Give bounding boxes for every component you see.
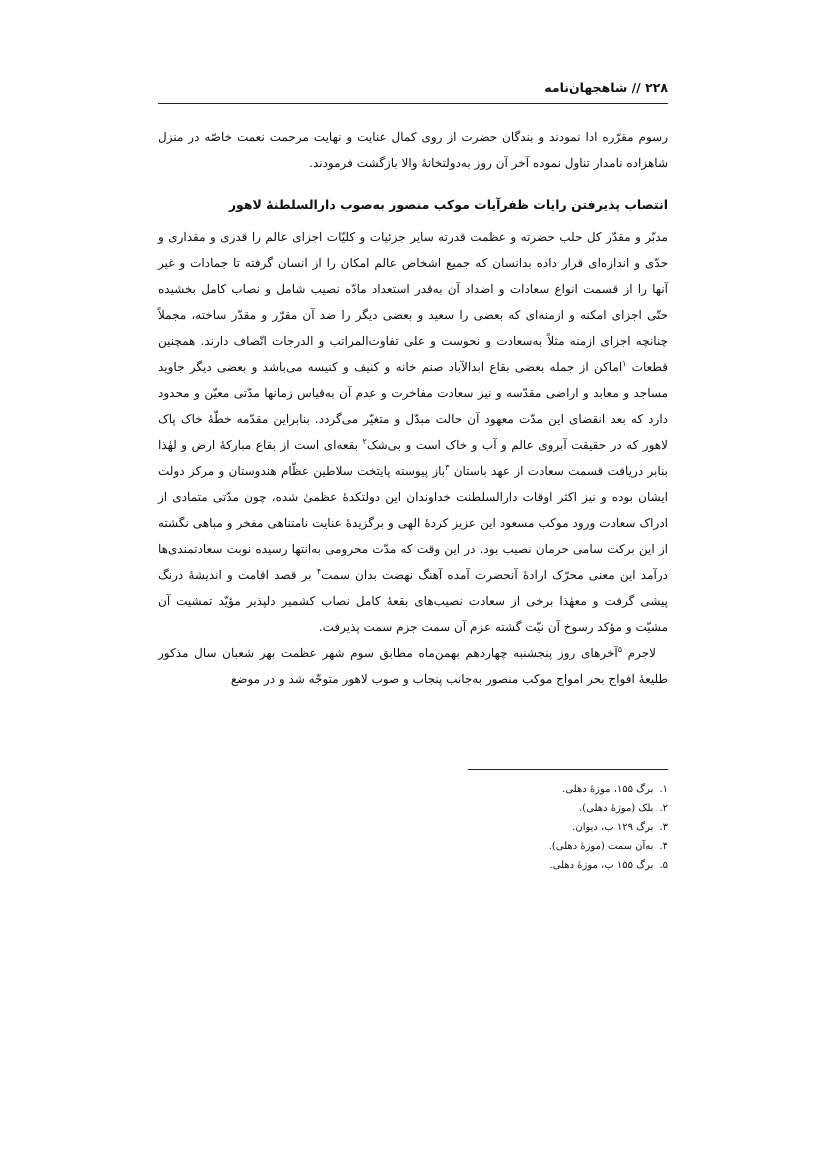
section-heading: انتصاب پذیرفتن رایات ظفرآیات موکب منصور به‌صوب دارالسلطنهٔ لاهور: [228, 197, 668, 212]
section-paragraph-2: [158, 640, 668, 692]
paragraph-text: آخرهای روز پنجشنبه چهاردهم بهمن‌ماه مطابق سوم شهر عظمت بهر شعبان سال مذکور طلیعهٔ افواج بحر امواج موکب منصور به‌جانب پنجاب و صوب لاهور متوجّه شد و در موضع: [158, 646, 668, 686]
footnote-marker-2[interactable]: ۲: [362, 437, 367, 446]
footnote-text: بلک (موزهٔ دهلی).: [579, 803, 654, 814]
footnote-number: ۲.: [659, 803, 668, 814]
footnote-marker-1[interactable]: ۱: [622, 359, 627, 368]
footnotes-list: [368, 780, 668, 875]
footnote-number: ۳.: [659, 822, 668, 833]
footnote-marker-4[interactable]: ۴: [316, 567, 322, 576]
footnote-item: [368, 780, 668, 799]
footnote-text: به‌آن سمت (موزهٔ دهلی).: [548, 841, 654, 852]
intro-paragraph: رسوم مقرّره ادا نمودند و بندگان حضرت از روی کمال عنایت و نهایت مرحمت نعمت خاصّه در منزل شاهزاده نامدار تناول نموده آخر آن روز به‌دولتخانهٔ والا بازگشت فرمودند.: [158, 130, 668, 170]
section-paragraph-1: [158, 224, 668, 640]
header-rule: [158, 103, 668, 104]
footnote-number: ۴.: [659, 841, 668, 852]
footnote-rule: [468, 769, 668, 770]
paragraph-text: بقعه‌ای است از بقاع مبارکهٔ ارض و لهٰذا بنابر دریافت قسمت سعادت از عهد باستان: [158, 438, 669, 478]
footnote-item: [368, 818, 668, 837]
footnote-number: ۱.: [659, 784, 668, 795]
footnote-item: [368, 856, 668, 875]
paragraph-text: اماکن از جمله بعضی بقاع ابدالآباد صنم خانه و کنیف و کنیسه می‌باشد و بعضی دیگر جاوید مساجد و معابد و اراضی مقدّسه و نیز سعادت مفاخرت و عدم آن به‌قیاس زمانها مدّتی معیّن و محدود دارد که بعد انقضای این مدّت معهود آن حالت مبدّل و متغیّر می‌گردد. بنابراین مقدّمه خطّهٔ خاک پاک لاهور که در حقیقت آبروی عالم و آب و خاک است و بی‌شک: [158, 360, 668, 452]
footnote-text: برگ ۱۵۵، موزهٔ دهلی.: [562, 784, 654, 795]
intro-paragraph-block: [158, 124, 668, 176]
paragraph-text: مدبّر و مقدّر کل حلب حضرته و عظمت قدرته سایر جزئیات و کلیّات اجزای عالم را قدری و مقداری و حدّی و اندازه‌ای قرار داده بدانسان که جمیع اشخاص عالم امکان را از انسان گرفته تا جمادات و غیر آنها را از قسمت انواع سعادات و اضداد آن به‌قدر استعداد مادّه نصیب شامل و نصاب کامل بخشیده حتّی اجزای امکنه و ازمنه‌ای که بعضی را سعید و بعضی دیگر را ضد آن مقرّر و مقدّر ساخته، مجملاً چنانچه اجزای ازمنه مثلاً به‌سعادت و نحوست و علی تفاوت‌المراتب و الدرجات اتّصاف دارند. همچنین قطعات: [158, 230, 668, 374]
footnote-text: برگ ۱۲۹ ب، دیوان.: [572, 822, 654, 833]
footnote-marker-3[interactable]: ۳: [445, 463, 450, 472]
section-body: [158, 224, 668, 692]
footnote-number: ۵.: [659, 860, 668, 871]
paragraph-text: بر قصد اقامت و اندیشهٔ درنگ پیشی گرفت و معهٰذا برخی از سعادت نصیب‌های بقعهٔ کامل نصاب کشمیر دلپذیر مؤیّد تمشیت آن مشیّت و مؤکد رسوخ آن نیّت گشته عزم آن سمت جزم سمت پذیرفت.: [158, 568, 668, 634]
paragraph-text: باز پیوسته پایتخت سلاطین عظّام هندوستان و مرکز دولت ایشان بوده و نیز اکثر اوقات دارالسلطنت خداوندان این دولتکدهٔ عظمیٰ شده، چون مدّتی متمادی از ادراک سعادت ورود موکب مسعود این عزیز کردهٔ الهی و برگزیدهٔ عنایت نامتناهی مفخر و مباهی نگشته از این برکت سامی حرمان نصیب بود. در این وقت که مدّت محرومی به‌انتها رسیده نوبت سعادتمندی‌ها درآمد این معنی محرّک ارادهٔ آنحضرت آمده آهنگ نهضت بدان سمت: [158, 464, 668, 582]
footnote-text: برگ ۱۵۵ ب، موزهٔ دهلی.: [549, 860, 654, 871]
footnote-marker-5[interactable]: ۵: [617, 645, 622, 654]
footnote-item: [368, 837, 668, 856]
paragraph-text: لاجرم: [622, 646, 656, 660]
running-head: ۲۲۸ // شاهجهان‌نامه: [544, 80, 668, 95]
footnote-item: [368, 799, 668, 818]
